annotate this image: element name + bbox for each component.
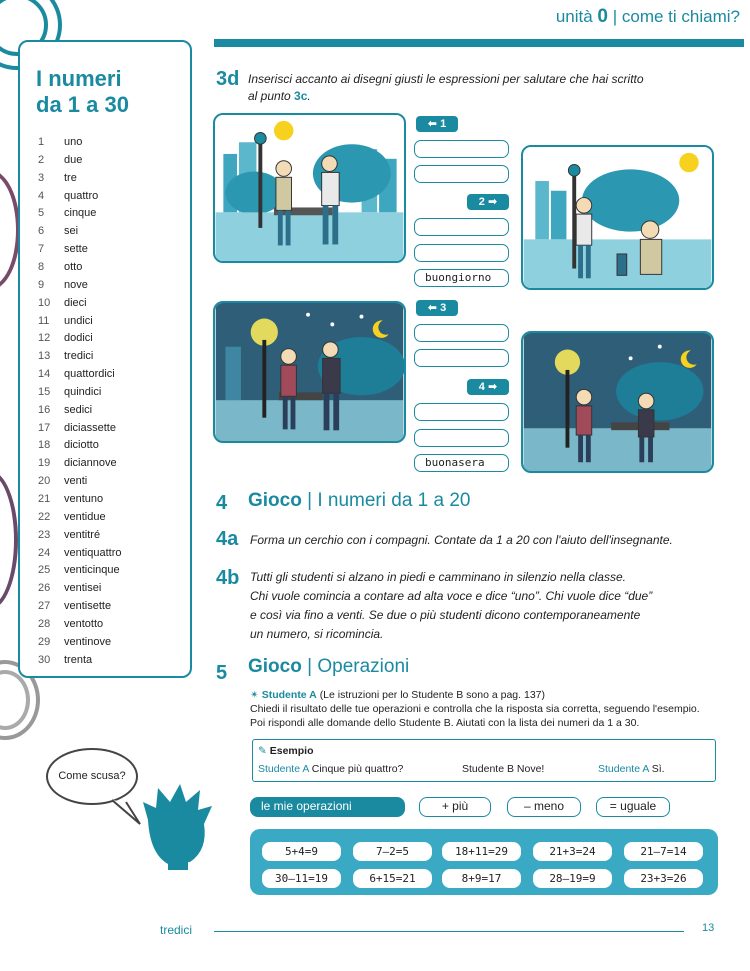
number-row — [38, 636, 178, 654]
number-word: dodici — [64, 332, 93, 345]
ex4-title-rest: I numeri da 1 a 20 — [317, 490, 471, 511]
tag-3-label: 3 — [440, 302, 447, 314]
answer-box-4b[interactable] — [414, 429, 509, 447]
ex4a-number: 4a — [216, 528, 239, 550]
number-row — [38, 207, 178, 225]
number-row — [38, 654, 178, 672]
number-digit: 6 — [38, 225, 45, 238]
ex5-title-bold: Gioco — [248, 656, 302, 677]
number-word: tredici — [64, 350, 94, 363]
number-word: uno — [64, 136, 83, 148]
picture-night-greeting — [213, 301, 406, 443]
number-row — [38, 422, 178, 440]
number-digit: 22 — [38, 510, 51, 523]
number-digit: 13 — [38, 350, 51, 363]
footer-word: tredici — [160, 923, 193, 937]
number-digit: 7 — [38, 243, 45, 256]
operation-cell: 21+3=24 — [533, 842, 612, 861]
plus-label: + più — [419, 797, 491, 817]
number-digit: 20 — [38, 475, 51, 488]
number-row — [38, 225, 178, 243]
number-word: ventiquattro — [64, 546, 122, 559]
number-word: ventotto — [64, 617, 104, 630]
unit-title: come ti chiami? — [621, 7, 740, 26]
number-word: venti — [64, 475, 88, 488]
header-bar — [214, 39, 744, 47]
ex3d-instruction — [248, 71, 718, 105]
ex3d-instruction-pre: al punto — [248, 89, 295, 103]
answer-box-3a[interactable] — [414, 324, 509, 342]
number-digit: 1 — [38, 136, 45, 148]
answer-box-buonasera[interactable]: buonasera — [414, 454, 509, 472]
ex3d-instruction-ref: 3c — [294, 89, 308, 103]
number-digit: 11 — [38, 314, 50, 327]
operation-cell: 30–11=19 — [262, 869, 341, 888]
number-digit: 2 — [38, 153, 45, 166]
answer-box-2a[interactable] — [414, 218, 509, 236]
tag-4-label: 4 — [478, 381, 485, 393]
ex4-separator: | — [307, 490, 313, 511]
operation-cell: 18+11=29 — [442, 842, 521, 861]
number-word: diciotto — [64, 439, 99, 452]
ex3d-number: 3d — [216, 68, 240, 90]
number-word: diciannove — [64, 457, 117, 470]
number-word: ventinove — [64, 635, 112, 648]
number-word: diciassette — [64, 421, 116, 434]
ex4b-number: 4b — [216, 567, 240, 589]
speech-bubble: Come scusa? — [46, 748, 138, 805]
number-word: nove — [64, 278, 88, 291]
picture-day-greeting-women — [521, 145, 714, 290]
number-row — [38, 404, 178, 422]
number-word: venticinque — [64, 564, 120, 577]
operation-cell: 5+4=9 — [262, 842, 341, 861]
number-word: ventisette — [64, 600, 112, 613]
number-digit: 14 — [38, 368, 51, 381]
number-row — [38, 529, 178, 547]
answer-box-buongiorno[interactable]: buongiorno — [414, 269, 509, 287]
spiral-decoration-mid2 — [0, 470, 18, 610]
number-digit: 9 — [38, 278, 45, 291]
ex5-title-rest: Operazioni — [317, 656, 410, 677]
tag-1: ⬅ 1 — [416, 116, 458, 132]
operation-cell: 7–2=5 — [353, 842, 432, 861]
operation-cell: 23+3=26 — [624, 869, 703, 888]
number-digit: 30 — [38, 653, 51, 666]
number-word: otto — [64, 260, 83, 273]
header-separator: | — [612, 7, 618, 26]
picture-night-greeting-women — [521, 331, 714, 473]
ex4b-text — [250, 568, 720, 644]
number-row — [38, 172, 178, 190]
example-b-text: Nove! — [516, 763, 545, 775]
number-word: quattordici — [64, 368, 115, 381]
number-digit: 10 — [38, 296, 51, 309]
ex3d-instruction-end: . — [307, 89, 311, 103]
number-row — [38, 261, 178, 279]
number-digit: 16 — [38, 403, 51, 416]
answer-box-1a[interactable] — [414, 140, 509, 158]
tag-1-label: 1 — [440, 118, 447, 130]
ex5-student-a: Studente A — [261, 689, 317, 701]
number-digit: 28 — [38, 617, 51, 630]
number-row — [38, 315, 178, 333]
number-row — [38, 154, 178, 172]
number-row — [38, 439, 178, 457]
operation-cell: 21–7=14 — [624, 842, 703, 861]
number-row — [38, 368, 178, 386]
example-a2-text: Sì. — [651, 763, 665, 775]
ex3d-instruction-line2 — [248, 88, 718, 105]
page-number: 13 — [702, 922, 715, 934]
number-row — [38, 297, 178, 315]
number-word: ventitré — [64, 528, 101, 541]
number-digit: 24 — [38, 546, 51, 559]
ex4-title — [248, 490, 471, 512]
number-digit: 26 — [38, 582, 51, 595]
example-label — [258, 744, 314, 758]
example-a2-line — [598, 762, 665, 776]
ex5-title — [248, 656, 409, 678]
number-row — [38, 511, 178, 529]
unit-label: unità — [555, 7, 593, 26]
example-b-label: Studente B — [462, 763, 514, 775]
ex5-intro — [250, 688, 720, 730]
example-a-text: Cinque più quattro? — [311, 763, 404, 775]
number-digit: 17 — [38, 421, 51, 434]
ex5-number: 5 — [216, 662, 228, 684]
ex4-title-bold: Gioco — [248, 490, 302, 511]
number-row — [38, 190, 178, 208]
ex5-note: (Le istruzioni per lo Studente B sono a pag. 137) — [319, 689, 545, 701]
minus-label: – meno — [507, 797, 581, 817]
number-digit: 19 — [38, 457, 51, 470]
number-row — [38, 350, 178, 368]
answer-box-1b[interactable] — [414, 165, 509, 183]
number-word: sei — [64, 225, 79, 238]
ex4-number: 4 — [216, 492, 228, 514]
unit-number: 0 — [597, 6, 608, 27]
my-operations-label: le mie operazioni — [250, 797, 405, 817]
number-digit: 25 — [38, 564, 51, 577]
picture-day-greeting-men — [213, 113, 406, 263]
star-icon: ✴ — [250, 689, 259, 701]
ex5-line1: Chiedi il risultato delle tue operazioni e controlla che la risposta sia corretta, seguendo l'esempio. — [250, 703, 700, 715]
number-row — [38, 475, 178, 493]
example-b-line — [462, 762, 544, 776]
numbers-box-title — [36, 66, 186, 118]
tag-3: ⬅ 3 — [416, 300, 458, 316]
number-word: due — [64, 153, 83, 166]
example-a2-label: Studente A — [598, 763, 649, 775]
number-digit: 5 — [38, 207, 45, 220]
ex5-student-line — [250, 688, 720, 702]
number-row — [38, 582, 178, 600]
number-word: sedici — [64, 403, 93, 416]
number-digit: 4 — [38, 189, 45, 202]
number-row — [38, 547, 178, 565]
tag-2-label: 2 — [478, 196, 485, 208]
example-a-line — [258, 762, 403, 776]
number-row — [38, 618, 178, 636]
number-row — [38, 243, 178, 261]
example-a-label: Studente A — [258, 763, 309, 775]
ex4b-line2: Chi vuole comincia a contare ad alta voce e dice “uno”. Chi vuole dice “due” — [250, 589, 653, 603]
number-word: undici — [64, 314, 93, 327]
number-row — [38, 600, 178, 618]
footer-line — [214, 931, 684, 932]
equals-label: = uguale — [596, 797, 670, 817]
number-digit: 29 — [38, 635, 51, 648]
number-word: sette — [64, 243, 88, 256]
number-word: quindici — [64, 385, 102, 398]
number-row — [38, 493, 178, 511]
number-digit: 12 — [38, 332, 51, 345]
numbers-title-line2: da 1 a 30 — [36, 92, 129, 117]
number-digit: 21 — [38, 493, 51, 505]
number-row — [38, 279, 178, 297]
ex4a-text: Forma un cerchio con i compagni. Contate da 1 a 20 con l'aiuto dell'insegnante. — [250, 533, 673, 547]
ex3d-instruction-line1: Inserisci accanto ai disegni giusti le espressioni per salutare che hai scritto — [248, 72, 644, 86]
page-header — [500, 6, 740, 28]
number-row — [38, 564, 178, 582]
spiral-decoration-mid — [0, 170, 20, 290]
operation-cell: 6+15=21 — [353, 869, 432, 888]
number-word: cinque — [64, 207, 97, 220]
number-digit: 3 — [38, 171, 45, 184]
answer-box-2b[interactable] — [414, 244, 509, 262]
answer-box-3b[interactable] — [414, 349, 509, 367]
ex4b-line3: e così via fino a venti. Se due o più studenti dicono contemporaneamente — [250, 608, 641, 622]
number-row — [38, 332, 178, 350]
answer-box-4a[interactable] — [414, 403, 509, 421]
numbers-title-line1: I numeri — [36, 66, 122, 91]
number-digit: 8 — [38, 260, 45, 273]
number-digit: 15 — [38, 385, 51, 398]
number-word: dieci — [64, 296, 87, 309]
student-head-icon — [138, 780, 218, 870]
number-row — [38, 457, 178, 475]
number-word: quattro — [64, 189, 99, 202]
number-row — [38, 136, 178, 154]
pencil-icon: ✎ — [258, 745, 267, 757]
operation-cell: 8+9=17 — [442, 869, 521, 888]
number-word: trenta — [64, 653, 93, 666]
ex5-separator: | — [307, 656, 313, 677]
number-row — [38, 386, 178, 404]
number-digit: 27 — [38, 600, 51, 613]
ex4b-line4: un numero, si ricomincia. — [250, 627, 384, 641]
example-label-text: Esempio — [269, 745, 314, 757]
ex5-line2: Poi rispondi alle domande dello Studente B. Aiutati con la lista dei numeri da 1 a 30. — [250, 717, 640, 729]
number-word: ventuno — [64, 493, 104, 505]
number-digit: 18 — [38, 439, 51, 452]
number-word: ventidue — [64, 510, 106, 523]
number-word: tre — [64, 171, 77, 184]
number-digit: 23 — [38, 528, 51, 541]
bubble-tail — [110, 798, 150, 826]
tag-2: 2 ➡ — [467, 194, 509, 210]
tag-4: 4 ➡ — [467, 379, 509, 395]
operation-cell: 28–19=9 — [533, 869, 612, 888]
ex4b-line1: Tutti gli studenti si alzano in piedi e camminano in silenzio nella classe. — [250, 570, 626, 584]
number-word: ventisei — [64, 582, 102, 595]
